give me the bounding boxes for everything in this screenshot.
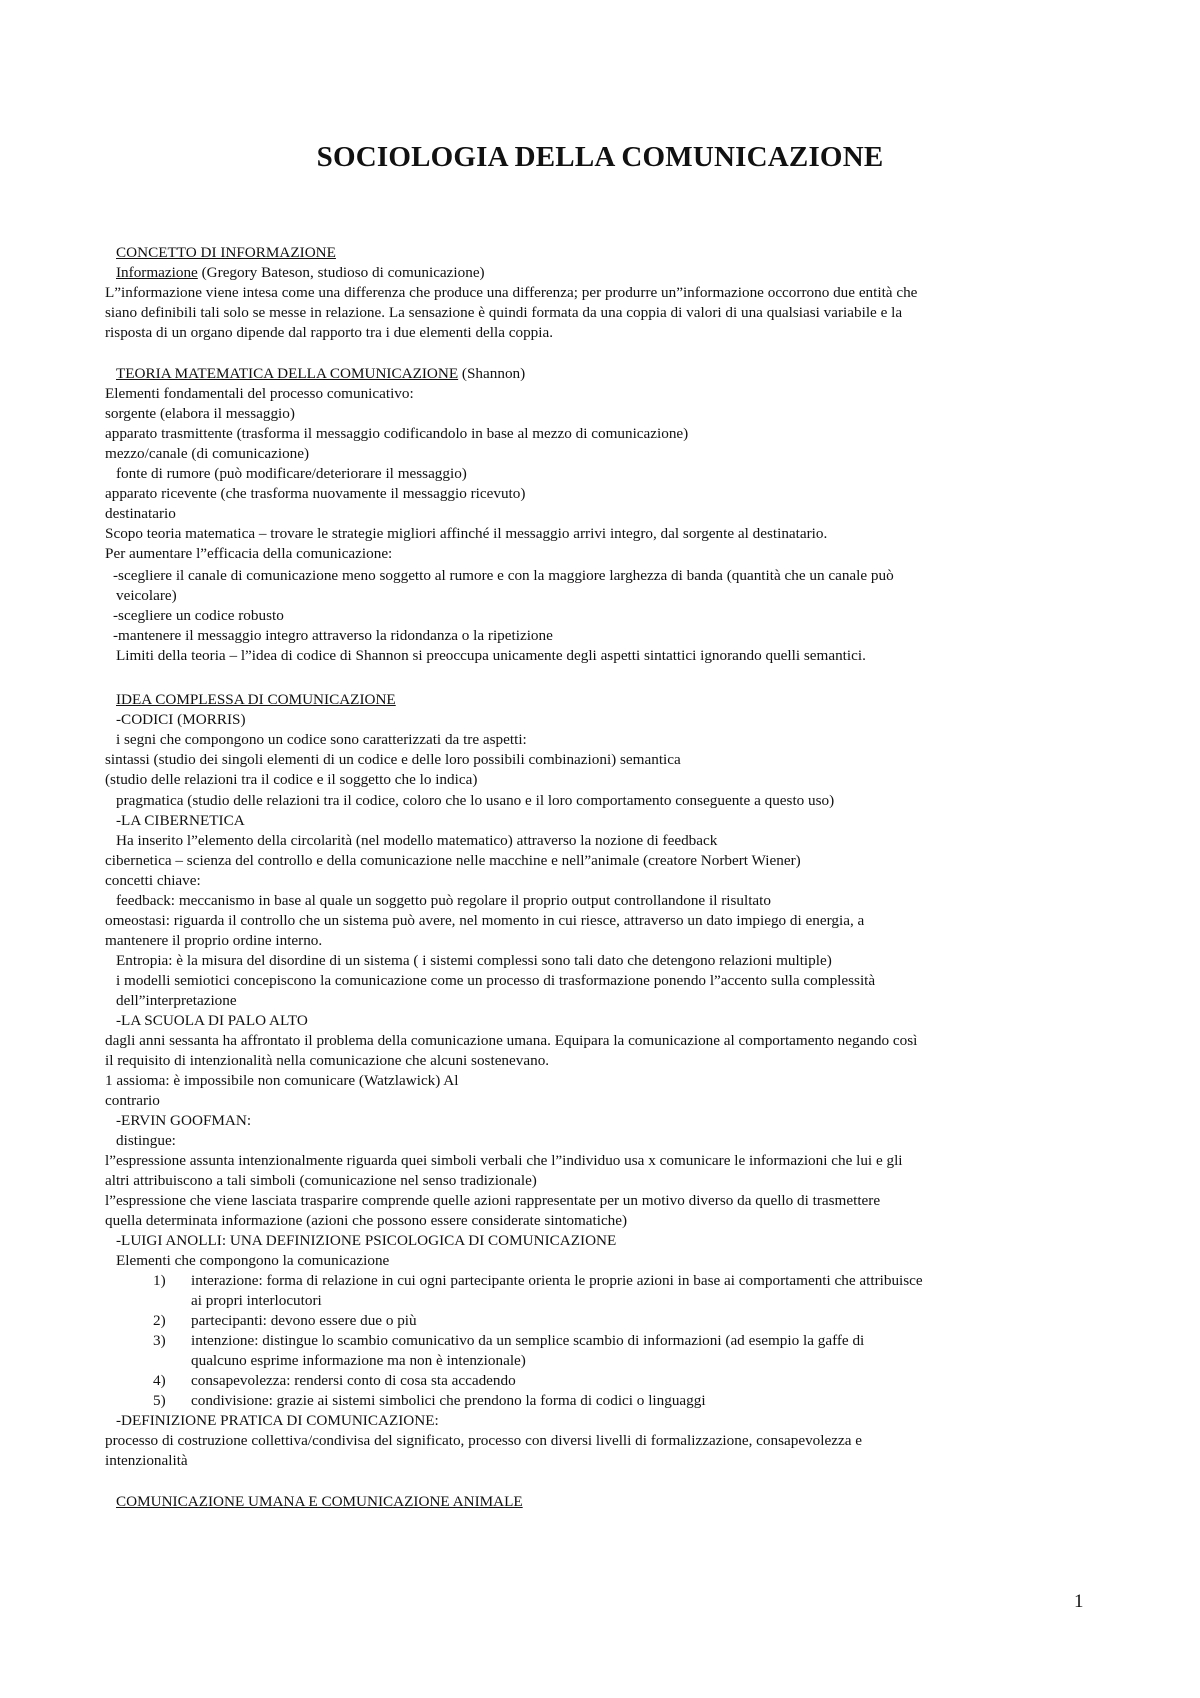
list-item-text: interazione: forma di relazione in cui ogni partecipante orienta le proprie azioni in base ai comportamenti che attribuisce [191, 1272, 923, 1289]
heading-text: Informazione [116, 264, 198, 281]
text-line: i modelli semiotici concepiscono la comunicazione come un processo di trasformazione ponendo l”accento sulla complessità [116, 972, 876, 989]
numbered-list-item [153, 1311, 417, 1331]
text-line: dell”interpretazione [116, 992, 237, 1009]
text-line: altri attribuiscono a tali simboli (comunicazione nel senso tradizionale) [105, 1172, 537, 1189]
text-line: omeostasi: riguarda il controllo che un sistema può avere, nel momento in cui riesce, attraverso un dato impiego di energia, a [105, 912, 865, 929]
heading-note: (Shannon) [458, 365, 526, 382]
text-line: 1 assioma: è impossibile non comunicare (Watzlawick) Al [105, 1072, 459, 1089]
text-line: mezzo/canale (di comunicazione) [105, 445, 310, 462]
text-line: -LA CIBERNETICA [116, 812, 245, 829]
text-line: cibernetica – scienza del controllo e della comunicazione nelle macchine e nell”animale (creatore Norbert Wiener) [105, 852, 801, 869]
text-line: sorgente (elabora il messaggio) [105, 405, 295, 422]
text-line: Elementi che compongono la comunicazione [116, 1252, 390, 1269]
list-item-text: condivisione: grazie ai sistemi simbolici che prendono la forma di codici o linguaggi [191, 1392, 706, 1409]
text-line: mantenere il proprio ordine interno. [105, 932, 323, 949]
list-item-number: 2) [153, 1312, 166, 1329]
numbered-list-item [153, 1271, 923, 1291]
list-item-number: 1) [153, 1272, 166, 1289]
text-line: intenzionalità [105, 1452, 188, 1469]
text-line: apparato ricevente (che trasforma nuovamente il messaggio ricevuto) [105, 485, 526, 502]
text-line: -CODICI (MORRIS) [116, 711, 246, 728]
text-line: Ha inserito l”elemento della circolarità (nel modello matematico) attraverso la nozione di feedback [116, 832, 718, 849]
heading-text: CONCETTO DI INFORMAZIONE [116, 244, 336, 261]
text-line: concetti chiave: [105, 872, 201, 889]
document-title: SOCIOLOGIA DELLA COMUNICAZIONE [316, 141, 884, 173]
text-line: dagli anni sessanta ha affrontato il problema della comunicazione umana. Equipara la comunicazione al comportamento negando così [105, 1032, 918, 1049]
section-heading [116, 1492, 523, 1512]
heading-text: TEORIA MATEMATICA DELLA COMUNICAZIONE [116, 365, 459, 382]
text-line: fonte di rumore (può modificare/deteriorare il messaggio) [116, 465, 467, 482]
page-number: 1 [1074, 1591, 1084, 1612]
text-line: qualcuno esprime informazione ma non è intenzionale) [191, 1352, 526, 1369]
section-heading [116, 243, 336, 263]
text-line: -ERVIN GOOFMAN: [116, 1112, 252, 1129]
list-item-number: 4) [153, 1372, 166, 1389]
text-line: l”espressione che viene lasciata trasparire comprende quelle azioni rappresentate per un motivo diverso da quello di trasmettere [105, 1192, 881, 1209]
text-line: distingue: [116, 1132, 176, 1149]
text-line: Per aumentare l”efficacia della comunicazione: [105, 545, 393, 562]
list-item-text: partecipanti: devono essere due o più [191, 1312, 417, 1329]
text-line: risposta di un organo dipende dal rapporto tra i due elementi della coppia. [105, 324, 554, 341]
text-line: i segni che compongono un codice sono caratterizzati da tre aspetti: [116, 731, 527, 748]
text-line: ai propri interlocutori [191, 1292, 322, 1309]
text-line: -LA SCUOLA DI PALO ALTO [116, 1012, 308, 1029]
numbered-list-item [153, 1371, 516, 1391]
text-line: (studio delle relazioni tra il codice e il soggetto che lo indica) [105, 771, 478, 788]
text-line: -scegliere il canale di comunicazione meno soggetto al rumore e con la maggiore larghezza di banda (quantità che un canale può [113, 567, 894, 584]
text-line: -DEFINIZIONE PRATICA DI COMUNICAZIONE: [116, 1412, 439, 1429]
list-item-number: 3) [153, 1332, 166, 1349]
text-line: -mantenere il messaggio integro attraverso la ridondanza o la ripetizione [113, 627, 553, 644]
text-line: Elementi fondamentali del processo comunicativo: [105, 385, 414, 402]
text-line: -LUIGI ANOLLI: UNA DEFINIZIONE PSICOLOGICA DI COMUNICAZIONE [116, 1232, 617, 1249]
text-line: il requisito di intenzionalità nella comunicazione che alcuni sostenevano. [105, 1052, 550, 1069]
text-line: siano definibili tali solo se messe in relazione. La sensazione è quindi formata da una coppia di valori di una qualsiasi variabile e la [105, 304, 903, 321]
numbered-list-item [153, 1391, 706, 1411]
list-item-text: consapevolezza: rendersi conto di cosa sta accadendo [191, 1372, 516, 1389]
numbered-list-item [153, 1331, 864, 1351]
text-line: quella determinata informazione (azioni che possono essere considerate sintomatiche) [105, 1212, 628, 1229]
heading-text: IDEA COMPLESSA DI COMUNICAZIONE [116, 691, 396, 708]
list-item-text: intenzione: distingue lo scambio comunicativo da un semplice scambio di informazioni (ad esempio la gaffe di [191, 1332, 865, 1349]
text-line: destinatario [105, 505, 176, 522]
text-line: apparato trasmittente (trasforma il messaggio codificandolo in base al mezzo di comunicazione) [105, 425, 689, 442]
text-line: pragmatica (studio delle relazioni tra il codice, coloro che lo usano e il loro comportamento conseguente a questo uso) [116, 792, 835, 809]
text-line: processo di costruzione collettiva/condivisa del significato, processo con diversi livelli di formalizzazione, consapevolezza e [105, 1432, 863, 1449]
text-line: L”informazione viene intesa come una differenza che produce una differenza; per produrre un”informazione occorrono due entità che [105, 284, 918, 301]
heading-text: COMUNICAZIONE UMANA E COMUNICAZIONE ANIMALE [116, 1493, 523, 1510]
section-heading [116, 690, 396, 710]
list-item-number: 5) [153, 1392, 166, 1409]
text-line: sintassi (studio dei singoli elementi di un codice e delle loro possibili combinazioni) semantica [105, 751, 681, 768]
text-line: l”espressione assunta intenzionalmente riguarda quei simboli verbali che l”individuo usa x comunicare le informazioni che lui e gli [105, 1152, 903, 1169]
section-heading-with-note [116, 263, 485, 283]
text-line: feedback: meccanismo in base al quale un soggetto può regolare il proprio output controllandone il risultato [116, 892, 771, 909]
text-line: veicolare) [116, 587, 177, 604]
text-line: Scopo teoria matematica – trovare le strategie migliori affinché il messaggio arrivi integro, dal sorgente al destinatario. [105, 525, 828, 542]
text-line: contrario [105, 1092, 160, 1109]
text-line: Limiti della teoria – l”idea di codice di Shannon si preoccupa unicamente degli aspetti sintattici ignorando quelli semantici. [116, 647, 866, 664]
heading-note: (Gregory Bateson, studioso di comunicazione) [197, 264, 485, 281]
section-heading-with-note [116, 364, 525, 384]
text-line: Entropia: è la misura del disordine di un sistema ( i sistemi complessi sono tali dato che detengono relazioni multiple) [116, 952, 832, 969]
text-line: -scegliere un codice robusto [113, 607, 284, 624]
